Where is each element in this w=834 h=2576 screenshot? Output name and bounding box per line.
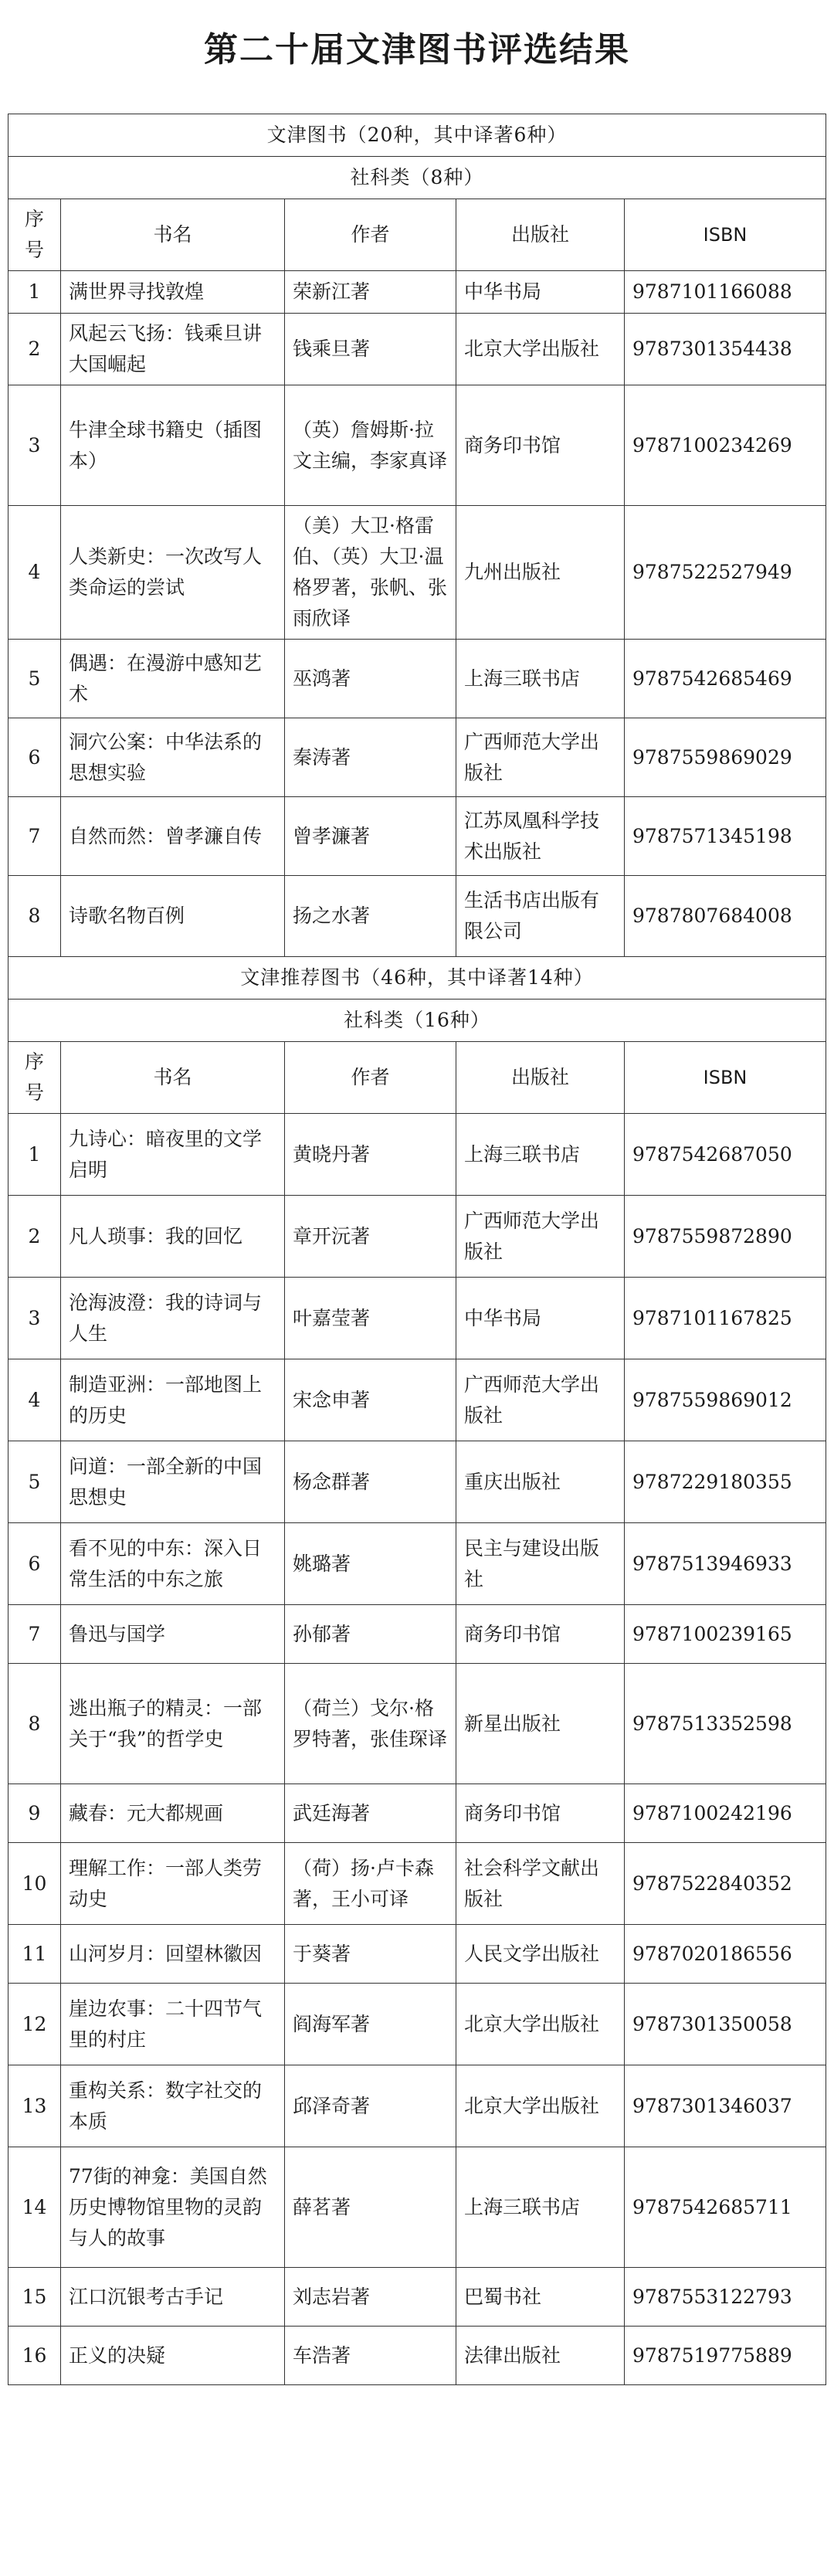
cell-title: 77街的神龛：美国自然历史博物馆里物的灵韵与人的故事 — [61, 2147, 285, 2268]
cell-title: 重构关系：数字社交的本质 — [61, 2065, 285, 2147]
table-row — [8, 1359, 826, 1441]
cell-publisher: 新星出版社 — [456, 1664, 625, 1784]
cell-title: 满世界寻找敦煌 — [61, 271, 285, 314]
cell-no: 1 — [8, 1114, 61, 1196]
cell-isbn: 9787542685711 — [625, 2147, 826, 2268]
cell-title: 风起云飞扬：钱乘旦讲大国崛起 — [61, 314, 285, 385]
cell-title: 人类新史：一次改写人类命运的尝试 — [61, 506, 285, 640]
category-heading-2-row — [8, 1000, 826, 1042]
cell-publisher: 广西师范大学出版社 — [456, 718, 625, 797]
cell-title: 正义的决疑 — [61, 2327, 285, 2385]
table-row — [8, 640, 826, 718]
cell-publisher: 民主与建设出版社 — [456, 1523, 625, 1605]
cell-no: 10 — [8, 1843, 61, 1925]
cell-author: 叶嘉莹著 — [285, 1278, 456, 1359]
header-publisher: 出版社 — [456, 199, 625, 271]
cell-isbn: 9787513352598 — [625, 1664, 826, 1784]
cell-author: 巫鸿著 — [285, 640, 456, 718]
cell-isbn: 9787100239165 — [625, 1605, 826, 1664]
section-heading-2: 文津推荐图书（46种，其中译著14种） — [8, 957, 826, 1000]
cell-author: （荷兰）戈尔·格罗特著，张佳琛译 — [285, 1664, 456, 1784]
cell-author: 宋念申著 — [285, 1359, 456, 1441]
table-row — [8, 1523, 826, 1605]
cell-author: 秦涛著 — [285, 718, 456, 797]
cell-title: 问道：一部全新的中国思想史 — [61, 1441, 285, 1523]
cell-no: 5 — [8, 640, 61, 718]
cell-no: 13 — [8, 2065, 61, 2147]
cell-publisher: 北京大学出版社 — [456, 314, 625, 385]
table-row — [8, 2065, 826, 2147]
cell-isbn: 9787522527949 — [625, 506, 826, 640]
cell-publisher: 人民文学出版社 — [456, 1925, 625, 1984]
table-row — [8, 385, 826, 506]
cell-isbn: 9787559869012 — [625, 1359, 826, 1441]
table-row — [8, 1984, 826, 2065]
cell-publisher: 重庆出版社 — [456, 1441, 625, 1523]
table-row — [8, 1114, 826, 1196]
header-row — [8, 1042, 826, 1114]
cell-publisher: 江苏凤凰科学技术出版社 — [456, 797, 625, 876]
table-row — [8, 271, 826, 314]
cell-publisher: 商务印书馆 — [456, 1784, 625, 1843]
header-publisher: 出版社 — [456, 1042, 625, 1114]
table-row — [8, 506, 826, 640]
cell-author: 杨念群著 — [285, 1441, 456, 1523]
cell-isbn: 9787020186556 — [625, 1925, 826, 1984]
cell-author: 刘志岩著 — [285, 2268, 456, 2327]
cell-author: 章开沅著 — [285, 1196, 456, 1278]
header-isbn: ISBN — [625, 199, 826, 271]
cell-title: 偶遇：在漫游中感知艺术 — [61, 640, 285, 718]
cell-no: 8 — [8, 1664, 61, 1784]
header-row — [8, 199, 826, 271]
cell-title: 看不见的中东：深入日常生活的中东之旅 — [61, 1523, 285, 1605]
cell-no: 16 — [8, 2327, 61, 2385]
cell-publisher: 商务印书馆 — [456, 385, 625, 506]
cell-title: 洞穴公案：中华法系的思想实验 — [61, 718, 285, 797]
table-row — [8, 1843, 826, 1925]
table-row — [8, 1925, 826, 1984]
cell-isbn: 9787301354438 — [625, 314, 826, 385]
header-title: 书名 — [61, 199, 285, 271]
cell-isbn: 9787559869029 — [625, 718, 826, 797]
cell-author: 孙郁著 — [285, 1605, 456, 1664]
table-row — [8, 797, 826, 876]
cell-publisher: 广西师范大学出版社 — [456, 1196, 625, 1278]
header-no: 序号 — [8, 199, 61, 271]
cell-no: 2 — [8, 1196, 61, 1278]
cell-isbn: 9787101166088 — [625, 271, 826, 314]
cell-title: 诗歌名物百例 — [61, 876, 285, 957]
cell-isbn: 9787542687050 — [625, 1114, 826, 1196]
cell-author: 邱泽奇著 — [285, 2065, 456, 2147]
table-row — [8, 876, 826, 957]
cell-no: 14 — [8, 2147, 61, 2268]
table-row — [8, 2268, 826, 2327]
table-row — [8, 1784, 826, 1843]
cell-no: 3 — [8, 385, 61, 506]
cell-no: 5 — [8, 1441, 61, 1523]
cell-title: 凡人琐事：我的回忆 — [61, 1196, 285, 1278]
cell-author: 薛茗著 — [285, 2147, 456, 2268]
cell-isbn: 9787571345198 — [625, 797, 826, 876]
cell-publisher: 商务印书馆 — [456, 1605, 625, 1664]
cell-author: （英）詹姆斯·拉文主编，李家真译 — [285, 385, 456, 506]
category-heading-1-row — [8, 157, 826, 199]
table-row — [8, 1664, 826, 1784]
cell-publisher: 中华书局 — [456, 1278, 625, 1359]
table-row — [8, 1278, 826, 1359]
category-heading-2: 社科类（16种） — [8, 1000, 826, 1042]
section-heading-2-row — [8, 957, 826, 1000]
cell-author: 车浩著 — [285, 2327, 456, 2385]
cell-isbn: 9787229180355 — [625, 1441, 826, 1523]
cell-no: 6 — [8, 1523, 61, 1605]
cell-author: （美）大卫·格雷伯、（英）大卫·温格罗著，张帆、张雨欣译 — [285, 506, 456, 640]
cell-publisher: 社会科学文献出版社 — [456, 1843, 625, 1925]
header-isbn: ISBN — [625, 1042, 826, 1114]
cell-title: 江口沉银考古手记 — [61, 2268, 285, 2327]
cell-no: 11 — [8, 1925, 61, 1984]
cell-title: 自然而然：曾孝濂自传 — [61, 797, 285, 876]
cell-author: 姚璐著 — [285, 1523, 456, 1605]
cell-author: （荷）扬·卢卡森著，王小可译 — [285, 1843, 456, 1925]
cell-author: 黄晓丹著 — [285, 1114, 456, 1196]
section-heading-1: 文津图书（20种，其中译著6种） — [8, 114, 826, 157]
cell-publisher: 法律出版社 — [456, 2327, 625, 2385]
cell-publisher: 北京大学出版社 — [456, 1984, 625, 2065]
header-author: 作者 — [285, 1042, 456, 1114]
cell-author: 于葵著 — [285, 1925, 456, 1984]
cell-publisher: 北京大学出版社 — [456, 2065, 625, 2147]
results-table-body — [8, 114, 826, 2385]
cell-isbn: 9787807684008 — [625, 876, 826, 957]
cell-isbn: 9787519775889 — [625, 2327, 826, 2385]
page-title: 第二十届文津图书评选结果 — [204, 30, 630, 70]
cell-publisher: 中华书局 — [456, 271, 625, 314]
cell-publisher: 生活书店出版有限公司 — [456, 876, 625, 957]
cell-no: 6 — [8, 718, 61, 797]
cell-isbn: 9787100242196 — [625, 1784, 826, 1843]
table-row — [8, 2147, 826, 2268]
cell-title: 山河岁月：回望林徽因 — [61, 1925, 285, 1984]
cell-no: 8 — [8, 876, 61, 957]
cell-no: 4 — [8, 1359, 61, 1441]
cell-isbn: 9787301346037 — [625, 2065, 826, 2147]
table-row — [8, 314, 826, 385]
cell-no: 12 — [8, 1984, 61, 2065]
header-no: 序号 — [8, 1042, 61, 1114]
cell-title: 藏春：元大都规画 — [61, 1784, 285, 1843]
section-heading-1-row — [8, 114, 826, 157]
cell-title: 制造亚洲：一部地图上的历史 — [61, 1359, 285, 1441]
cell-title: 逃出瓶子的精灵：一部关于“我”的哲学史 — [61, 1664, 285, 1784]
cell-publisher: 上海三联书店 — [456, 1114, 625, 1196]
cell-publisher: 巴蜀书社 — [456, 2268, 625, 2327]
header-title: 书名 — [61, 1042, 285, 1114]
cell-title: 鲁迅与国学 — [61, 1605, 285, 1664]
cell-no: 2 — [8, 314, 61, 385]
cell-publisher: 上海三联书店 — [456, 2147, 625, 2268]
cell-publisher: 九州出版社 — [456, 506, 625, 640]
cell-no: 4 — [8, 506, 61, 640]
cell-isbn: 9787542685469 — [625, 640, 826, 718]
cell-isbn: 9787100234269 — [625, 385, 826, 506]
header-author: 作者 — [285, 199, 456, 271]
cell-author: 钱乘旦著 — [285, 314, 456, 385]
cell-no: 7 — [8, 1605, 61, 1664]
cell-title: 崖边农事：二十四节气里的村庄 — [61, 1984, 285, 2065]
cell-title: 牛津全球书籍史（插图本） — [61, 385, 285, 506]
cell-publisher: 广西师范大学出版社 — [456, 1359, 625, 1441]
cell-author: 扬之水著 — [285, 876, 456, 957]
cell-no: 7 — [8, 797, 61, 876]
table-row — [8, 718, 826, 797]
cell-title: 理解工作：一部人类劳动史 — [61, 1843, 285, 1925]
cell-no: 9 — [8, 1784, 61, 1843]
cell-no: 15 — [8, 2268, 61, 2327]
table-row — [8, 1441, 826, 1523]
table-row — [8, 2327, 826, 2385]
cell-no: 3 — [8, 1278, 61, 1359]
table-row — [8, 1605, 826, 1664]
table-row — [8, 1196, 826, 1278]
cell-title: 沧海波澄：我的诗词与人生 — [61, 1278, 285, 1359]
cell-isbn: 9787301350058 — [625, 1984, 826, 2065]
cell-author: 阎海军著 — [285, 1984, 456, 2065]
cell-isbn: 9787553122793 — [625, 2268, 826, 2327]
cell-author: 武廷海著 — [285, 1784, 456, 1843]
cell-publisher: 上海三联书店 — [456, 640, 625, 718]
cell-isbn: 9787522840352 — [625, 1843, 826, 1925]
cell-no: 1 — [8, 271, 61, 314]
cell-isbn: 9787559872890 — [625, 1196, 826, 1278]
cell-isbn: 9787101167825 — [625, 1278, 826, 1359]
results-table — [8, 114, 826, 2385]
cell-author: 曾孝濂著 — [285, 797, 456, 876]
cell-author: 荣新江著 — [285, 271, 456, 314]
cell-isbn: 9787513946933 — [625, 1523, 826, 1605]
category-heading-1: 社科类（8种） — [8, 157, 826, 199]
cell-title: 九诗心：暗夜里的文学启明 — [61, 1114, 285, 1196]
